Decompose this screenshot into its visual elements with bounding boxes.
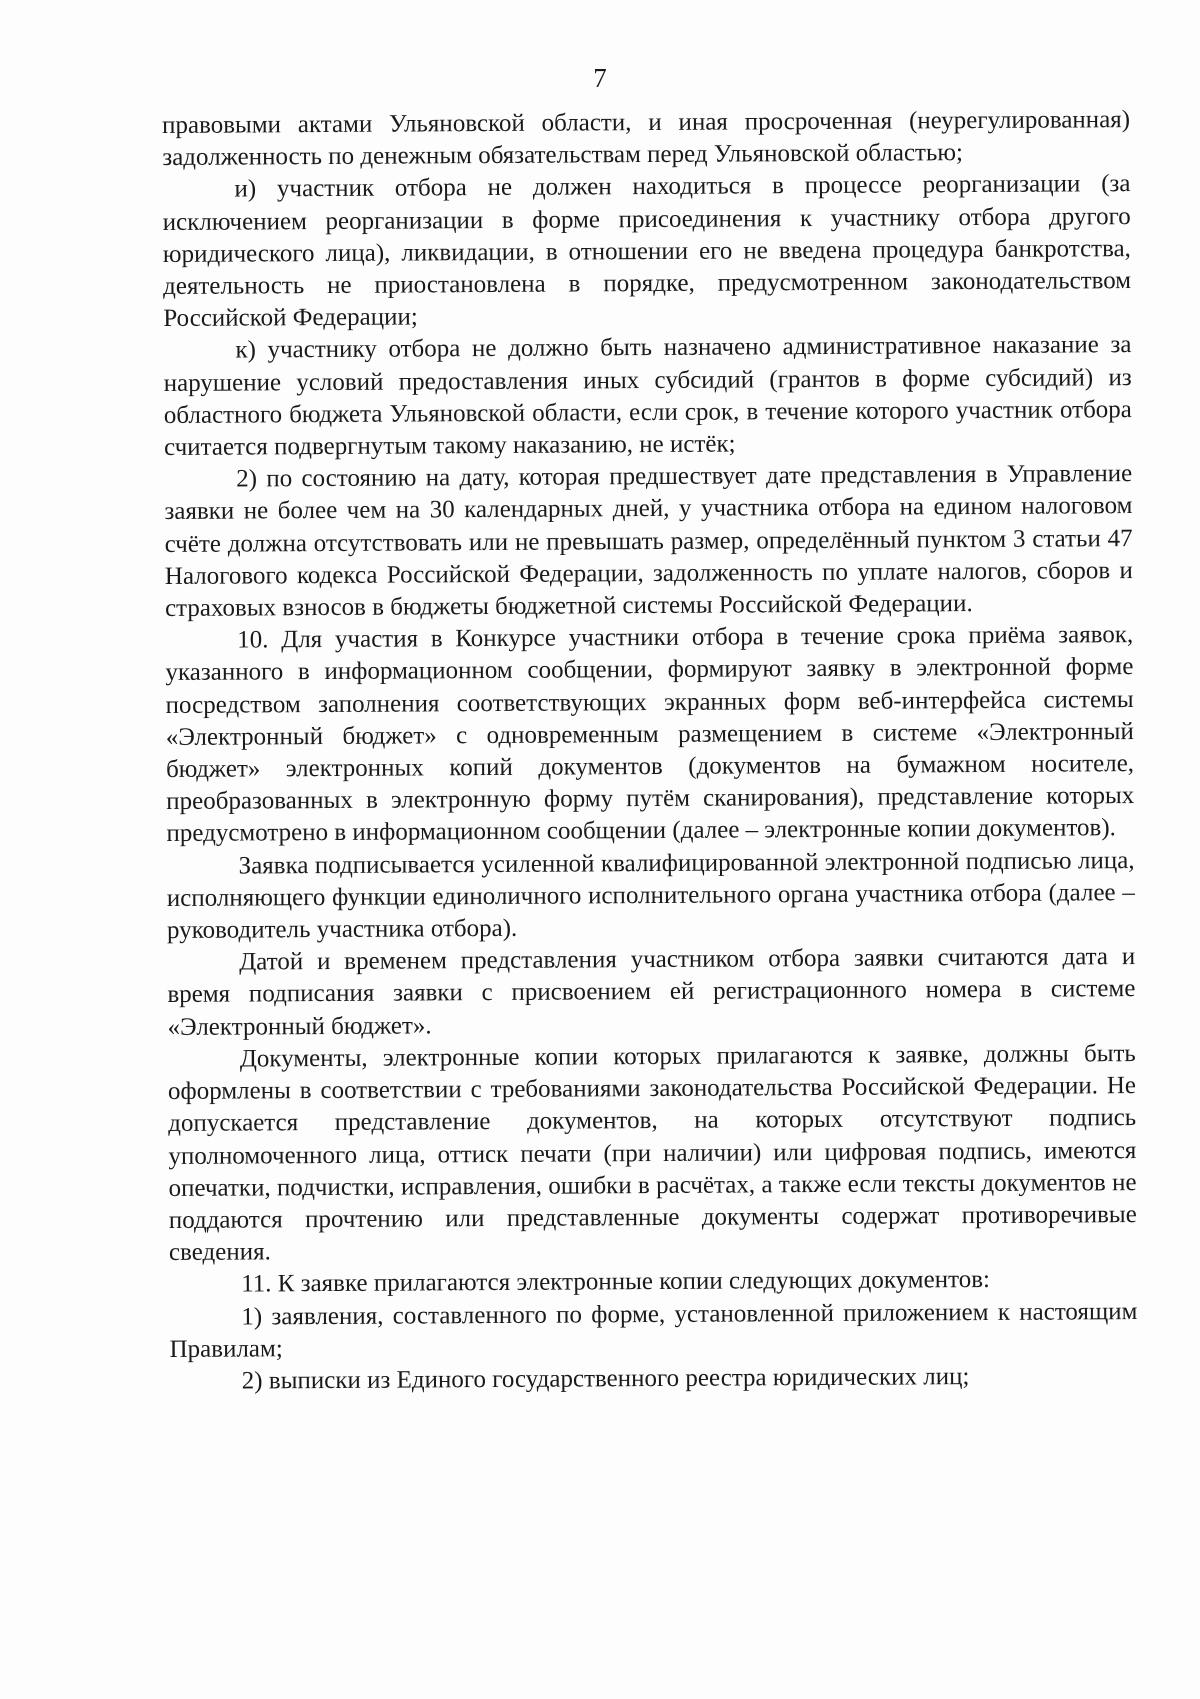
page-number: 7 <box>593 63 607 93</box>
paragraph-list-item-1: 1) заявления, составленного по форме, установленной приложением к настоящим Правилам; <box>169 1297 1138 1363</box>
paragraph-list-item-2: 2) выписки из Единого государственного реестра юридических лиц; <box>241 1363 970 1395</box>
paragraph-section-11: 11. К заявке прилагаются электронные копии следующих документов: <box>241 1266 990 1298</box>
paragraph-submission-date: Датой и временем представления участником отбора заявки считаются дата и время подписания заявки с присвоением ей регистрационного номера в системе «Электронный бюджет». <box>167 943 1136 1041</box>
document-body <box>162 104 1138 1398</box>
paragraph-continuation: правовыми актами Ульяновской области, и иная просроченная (неурегулированная) задолженность по денежным обязательствам перед Ульяновской областью; <box>162 106 1131 172</box>
paragraph-signature: Заявка подписывается усиленной квалифицированной электронной подписью лица, исполняющего функции единоличного исполнительного органа участника отбора (далее – руководитель участника отбора). <box>166 846 1135 945</box>
paragraph-documents-requirements: Документы, электронные копии которых прилагаются к заявке, должны быть оформлены в соответствии с требованиями законодательства Российской Федерации. Не допускается представление документов, на которых отсутствуют подпись уполномоченного лица, оттиск печати (при наличии) или цифровая подпись, имеются опечатки, подчистки, исправления, ошибки в расчётах, а также если тексты документов не поддаются прочтению или представленные документы содержат противоречивые сведения. <box>167 1039 1137 1267</box>
paragraph-section-10: 10. Для участия в Конкурсе участники отбора в течение срока приёма заявок, указанного в информационном сообщении, формируют заявку в электронной форме посредством заполнения соответствующих экранных форм веб-интерфейса системы «Электронный бюджет» с одновременным размещением в системе «Электронный бюджет» электронных копий документов (документов на бумажном носителе, преобразованных в электронную форму путём сканирования), представление которых предусмотрено в информационном сообщении (далее – электронные копии документов). <box>165 621 1135 848</box>
paragraph-item-2-tax-debt: 2) по состоянию на дату, которая предшествует дате представления в Управление заявки не более чем на 30 календарных дней, у участника отбора на едином налоговом счёте должна отсутствовать или не превышать размер, определённый пунктом 3 статьи 47 Налогового кодекса Российской Федерации, задолженность по уплате налогов, сборов и страховых взносов в бюджеты бюджетной системы Российской Федерации. <box>164 460 1133 623</box>
paragraph-item-i: и) участник отбора не должен находиться в процессе реорганизации (за исключением реорганизации в форме присоединения к участнику отбора другого юридического лица), ликвидации, в отношении его не введена процедура банкротства, деятельность не приостановлена в порядке, предусмотренном законодательством Российской Федерации; <box>162 170 1132 333</box>
paragraph-item-k: к) участнику отбора не должно быть назначено административное наказание за нарушение условий предоставления иных субсидий (грантов в форме субсидий) из областного бюджета Ульяновской области, если срок, в течение которого участник отбора считается подвергнутым такому наказанию, не истёк; <box>163 331 1132 462</box>
